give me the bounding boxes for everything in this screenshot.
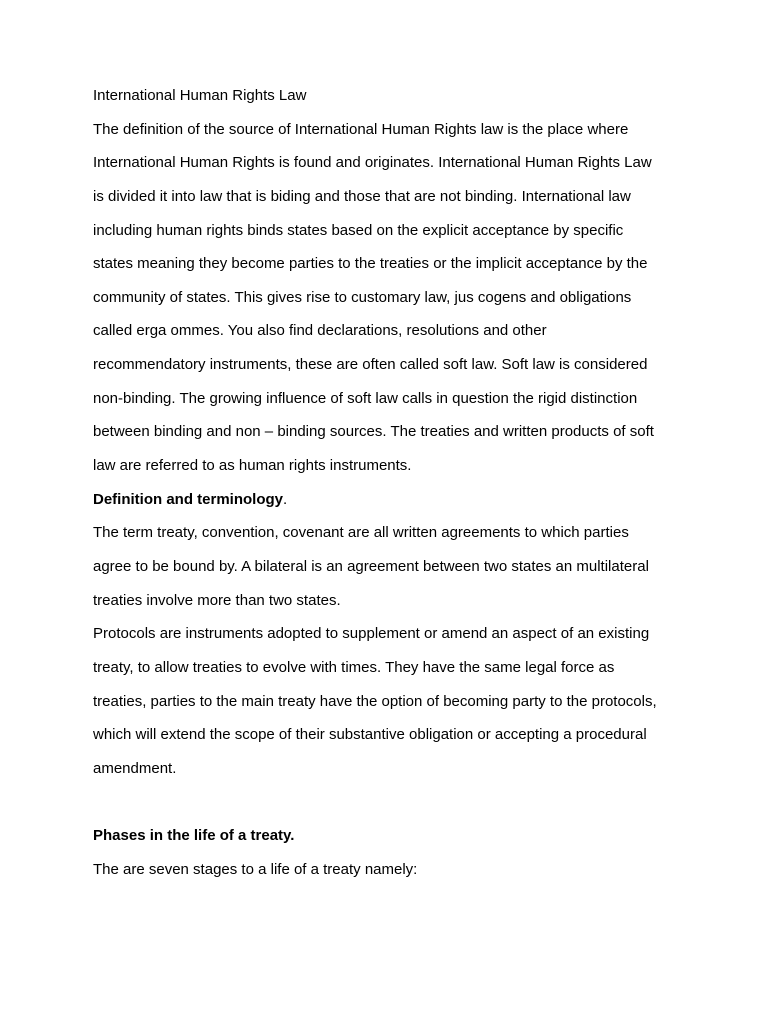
text-line: Protocols are instruments adopted to supplement or amend an aspect of an existing	[93, 625, 650, 643]
text-line: law are referred to as human rights instruments.	[93, 457, 412, 475]
text-line: The definition of the source of International Human Rights law is the place where	[93, 120, 629, 138]
text-line: non-binding. The growing influence of soft law calls in question the rigid distinction	[93, 389, 638, 407]
text-line: recommendatory instruments, these are often called soft law. Soft law is considered	[93, 356, 648, 374]
text-line: treaty, to allow treaties to evolve with times. They have the same legal force as	[93, 658, 615, 676]
text-line: agree to be bound by. A bilateral is an agreement between two states an multilateral	[93, 557, 649, 575]
text-line: treaties, parties to the main treaty have the option of becoming party to the protocols,	[93, 692, 657, 710]
section-heading-definition	[93, 490, 693, 524]
text-line: community of states. This gives rise to customary law, jus cogens and obligations	[93, 288, 632, 306]
text-line: including human rights binds states based on the explicit acceptance by specific	[93, 221, 624, 239]
section-heading-phases: Phases in the life of a treaty.	[93, 827, 295, 845]
text-line: which will extend the scope of their substantive obligation or accepting a procedural	[93, 726, 647, 744]
paragraph-terminology	[93, 523, 693, 624]
heading-bold-text: Definition and terminology	[93, 490, 283, 508]
text-line: The are seven stages to a life of a treaty namely:	[93, 860, 418, 878]
text-line: International Human Rights is found and originates. International Human Rights Law	[93, 154, 652, 172]
text-line: between binding and non – binding sources. The treaties and written products of soft	[93, 423, 654, 441]
text-line: The term treaty, convention, covenant are all written agreements to which parties	[93, 524, 629, 542]
paragraph-sources	[93, 120, 693, 490]
document-title: International Human Rights Law	[93, 87, 307, 104]
text-line: amendment.	[93, 759, 177, 777]
heading-punctuation: .	[283, 490, 288, 508]
paragraph-protocols	[93, 624, 693, 792]
document-body	[93, 86, 693, 893]
text-line: treaties involve more than two states.	[93, 591, 341, 609]
text-line: is divided it into law that is biding and those that are not binding. International law	[93, 187, 631, 205]
text-line: states meaning they become parties to the treaties or the implicit acceptance by the	[93, 255, 648, 273]
blank-line	[93, 792, 693, 826]
text-line: called erga ommes. You also find declarations, resolutions and other	[93, 322, 547, 340]
paragraph-stages	[93, 860, 693, 894]
